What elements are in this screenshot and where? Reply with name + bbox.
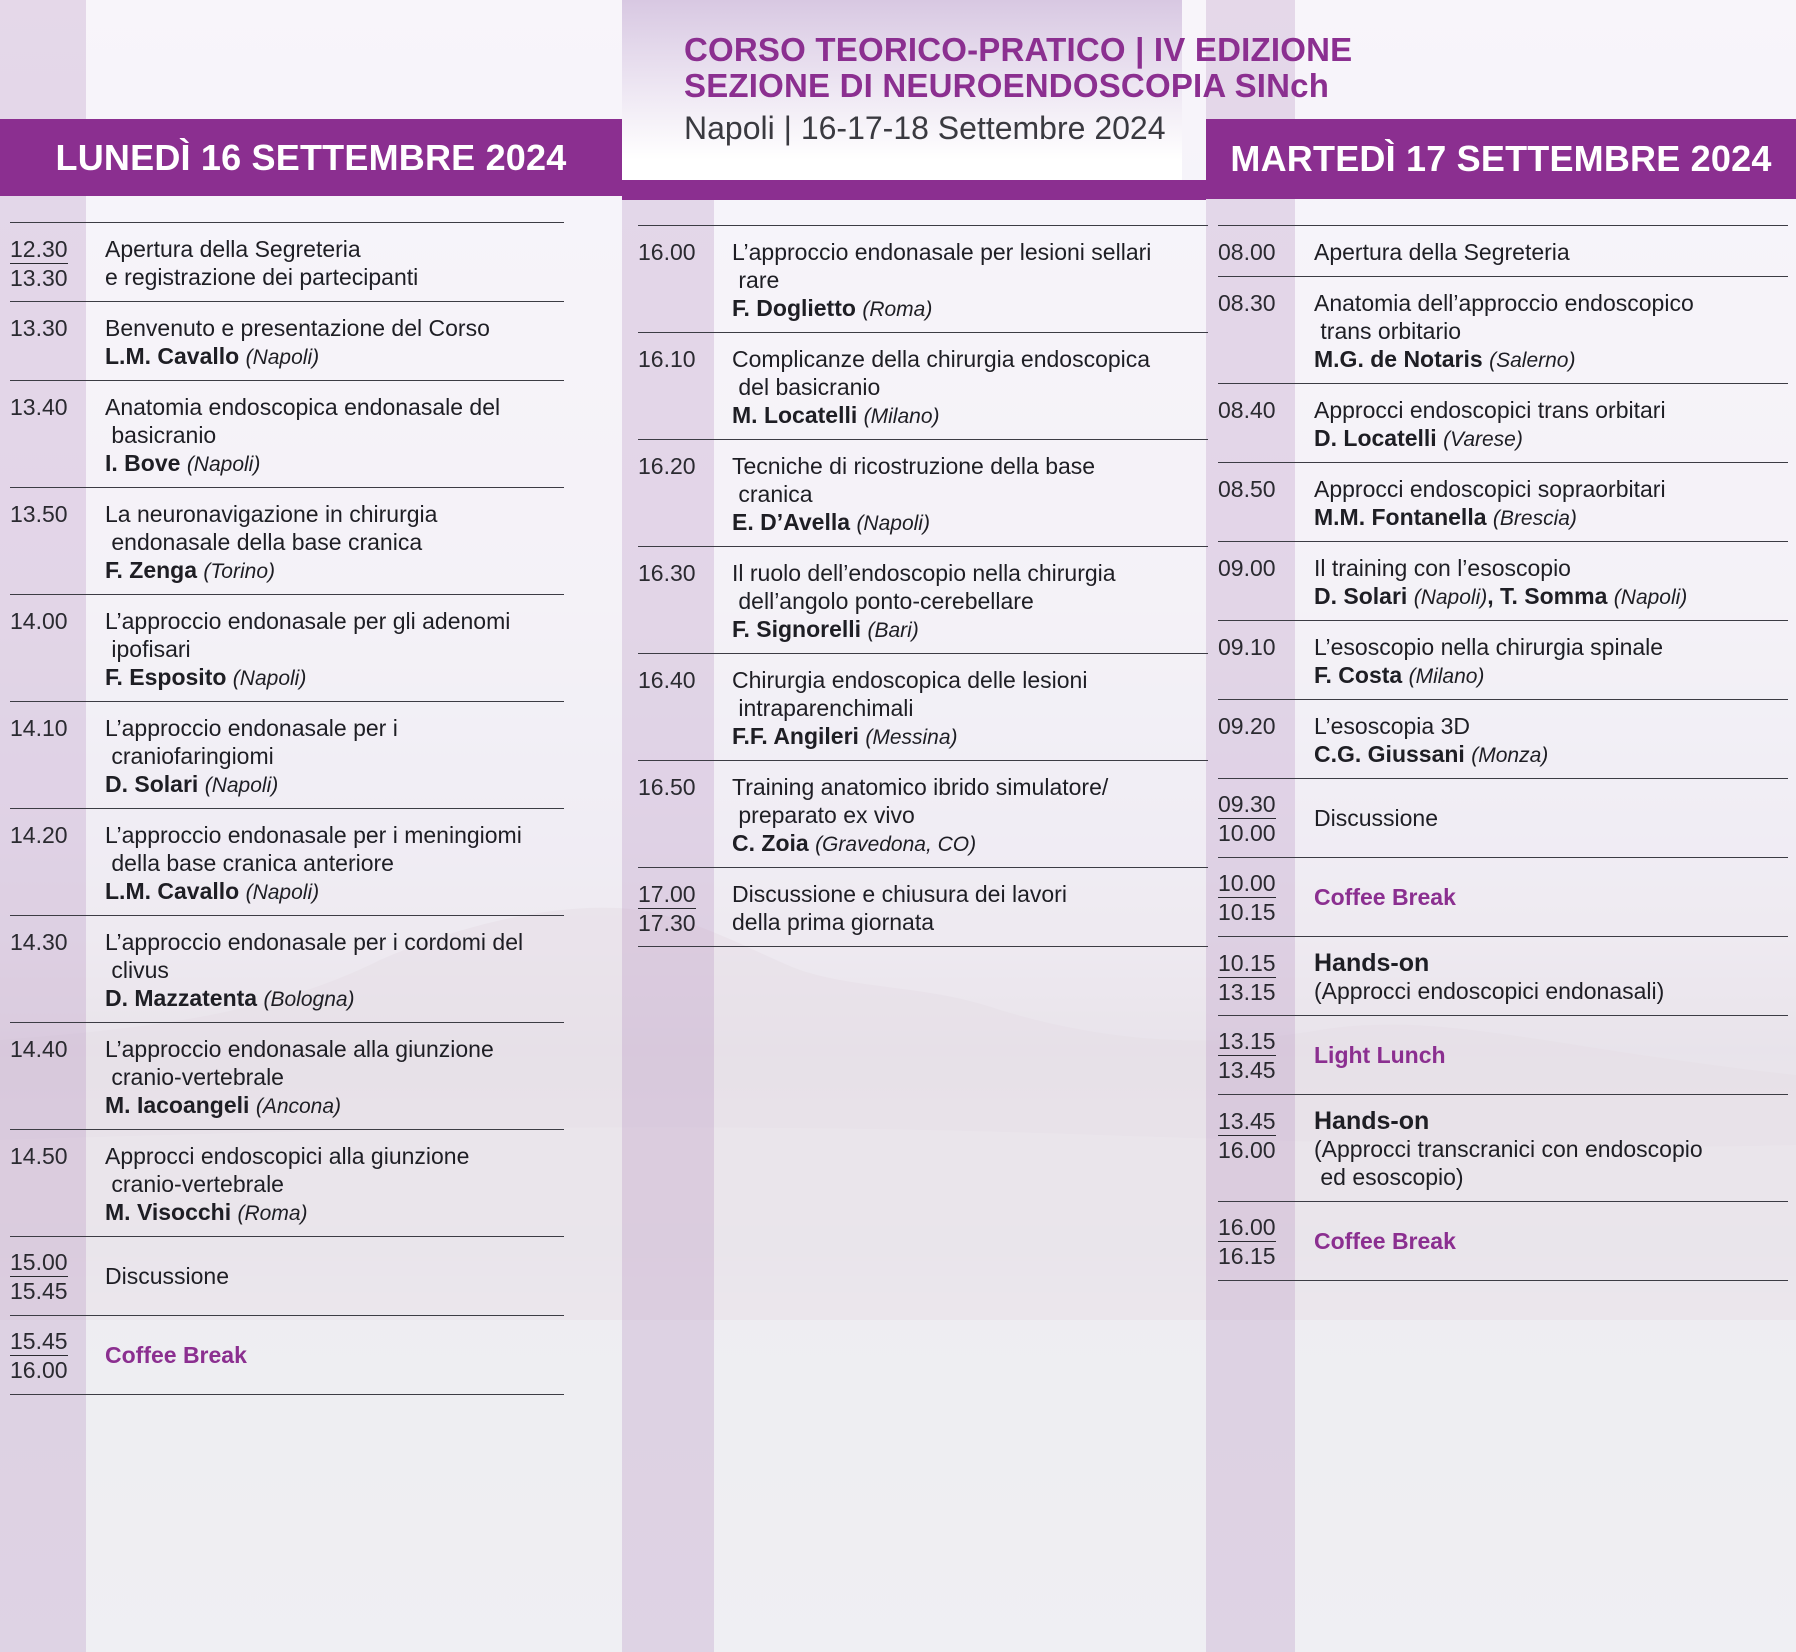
speaker-name: L.M. Cavallo: [105, 343, 240, 369]
schedule-row: [1218, 620, 1788, 699]
start-time: 08.30: [1218, 290, 1276, 316]
speaker-line: [105, 984, 523, 1014]
speaker-line: [105, 1091, 494, 1121]
break-label: Coffee Break: [1314, 884, 1456, 910]
start-time: 16.20: [638, 453, 696, 479]
separator: ,: [1487, 583, 1501, 609]
schedule-row: [638, 760, 1208, 867]
session-title-cont: cranio-vertebrale: [105, 1064, 284, 1090]
session-title: L’approccio endonasale per i: [105, 715, 398, 741]
session-content: [1314, 238, 1570, 266]
time-slot: [638, 666, 696, 694]
session-title: Il ruolo dell’endoscopio nella chirurgia: [732, 560, 1116, 586]
session-content: [1314, 949, 1664, 1005]
course-location-dates: Napoli | 16-17-18 Settembre 2024: [684, 110, 1166, 146]
speaker-name: M. Locatelli: [732, 402, 858, 428]
course-title-line2: SEZIONE DI NEUROENDOSCOPIA SINch: [684, 67, 1330, 104]
session-content: [105, 393, 500, 479]
session-title: Discussione e chiusura dei lavori: [732, 881, 1067, 907]
schedule-tuesday: [1218, 225, 1788, 1281]
speaker-name: M. Visocchi: [105, 1199, 232, 1225]
end-time: 13.15: [1218, 979, 1276, 1005]
speaker-name: M.G. de Notaris: [1314, 346, 1483, 372]
time-slot: [10, 928, 68, 956]
schedule-row: [638, 867, 1208, 947]
session-title: L’approccio endonasale per i meningiomi: [105, 822, 522, 848]
time-slot: [1218, 869, 1276, 926]
schedule-row: [10, 1315, 564, 1395]
time-slot: [1218, 790, 1276, 847]
schedule-monday-afternoon: [638, 225, 1208, 947]
schedule-monday: [10, 222, 564, 1395]
end-time: 10.00: [1218, 820, 1276, 846]
session-title-cont: rare: [732, 267, 780, 293]
session-title: Approcci endoscopici alla giunzione: [105, 1143, 470, 1169]
time-slot: [1218, 1213, 1276, 1270]
time-slot: [10, 1035, 68, 1063]
schedule-row: [10, 222, 564, 301]
header-band: [622, 180, 1206, 200]
schedule-row: [638, 546, 1208, 653]
speaker-line: [1314, 503, 1666, 533]
break-label: Coffee Break: [1314, 1228, 1456, 1254]
time-slot: [638, 880, 696, 937]
speaker-city: (Napoli): [1613, 586, 1688, 609]
start-time: 13.40: [10, 394, 68, 420]
session-title: Approcci endoscopici trans orbitari: [1314, 397, 1666, 423]
session-content: [1314, 633, 1663, 691]
session-content: [105, 714, 398, 800]
end-time: 13.30: [10, 265, 68, 291]
speaker-name: E. D’Avella: [732, 509, 851, 535]
schedule-row: [10, 1022, 564, 1129]
time-slot: [10, 500, 68, 528]
session-title-cont: basicranio: [105, 422, 217, 448]
session-content: [1314, 396, 1666, 454]
start-time: 16.30: [638, 560, 696, 586]
speaker-city: (Napoli): [204, 774, 279, 797]
start-time: 09.00: [1218, 555, 1276, 581]
speaker-line: [105, 877, 522, 907]
start-time: 14.40: [10, 1036, 68, 1062]
speaker-name: C. Zoia: [732, 830, 809, 856]
session-title: L’approccio endonasale alla giunzione: [105, 1036, 494, 1062]
start-time: 12.30: [10, 236, 68, 262]
start-time: 17.00: [638, 881, 696, 907]
schedule-row: [10, 701, 564, 808]
session-title: Benvenuto e presentazione del Corso: [105, 315, 490, 341]
speaker-name: D. Locatelli: [1314, 425, 1437, 451]
session-content: [732, 559, 1116, 645]
speaker-name: T. Somma: [1500, 583, 1608, 609]
speaker-city: (Roma): [862, 298, 933, 321]
start-time: 15.00: [10, 1249, 68, 1275]
session-content: [105, 500, 437, 586]
schedule-row: [1218, 1201, 1788, 1281]
session-title-cont: craniofaringiomi: [105, 743, 274, 769]
session-title-cont: cranica: [732, 481, 813, 507]
session-content: [732, 773, 1108, 859]
schedule-row: [10, 1236, 564, 1315]
start-time: 16.50: [638, 774, 696, 800]
session-content: [105, 1262, 229, 1290]
time-slot: [10, 1327, 68, 1384]
end-time: 15.45: [10, 1278, 68, 1304]
end-time: 16.00: [1218, 1137, 1276, 1163]
schedule-row: [10, 915, 564, 1022]
speaker-line: [105, 342, 490, 372]
start-time: 16.00: [1218, 1214, 1276, 1240]
end-time: 17.30: [638, 910, 696, 936]
speaker-city: (Bologna): [263, 988, 355, 1011]
speaker-city: (Brescia): [1492, 507, 1577, 530]
time-slot: [1218, 238, 1276, 266]
session-content: [105, 821, 522, 907]
session-title-cont: endonasale della base cranica: [105, 529, 423, 555]
speaker-name: F. Zenga: [105, 557, 198, 583]
session-content: [732, 345, 1150, 431]
time-slot: [1218, 1027, 1276, 1084]
session-title: Discussione: [105, 1263, 229, 1289]
session-title-cont: dell’angolo ponto-cerebellare: [732, 588, 1034, 614]
speaker-city: (Varese): [1443, 428, 1523, 451]
schedule-row: [638, 225, 1208, 332]
session-title: L’approccio endonasale per lesioni sellari: [732, 239, 1152, 265]
speaker-line: [732, 829, 1108, 859]
day-header-tuesday: MARTEDÌ 17 SETTEMBRE 2024: [1206, 119, 1796, 199]
time-slot: [638, 559, 696, 587]
time-slot: [10, 821, 68, 849]
start-time: 16.10: [638, 346, 696, 372]
start-time: 13.50: [10, 501, 68, 527]
speaker-name: C.G. Giussani: [1314, 741, 1465, 767]
schedule-row: [1218, 1094, 1788, 1201]
start-time: 09.10: [1218, 634, 1276, 660]
schedule-row: [10, 301, 564, 380]
session-content: [1314, 1107, 1703, 1191]
schedule-row: [1218, 1015, 1788, 1094]
speaker-city: (Napoli): [245, 881, 320, 904]
session-title: Hands-on: [1314, 949, 1430, 977]
speaker-name: F.F. Angileri: [732, 723, 859, 749]
session-title-cont: ipofisari: [105, 636, 191, 662]
end-time: 16.15: [1218, 1243, 1276, 1269]
time-slot: [10, 1248, 68, 1305]
session-content: [105, 1035, 494, 1121]
speaker-name: F. Doglietto: [732, 295, 856, 321]
session-content: [1314, 554, 1687, 612]
session-title: L’approccio endonasale per gli adenomi: [105, 608, 511, 634]
schedule-row: [10, 1129, 564, 1236]
session-content: [105, 607, 510, 693]
speaker-line: [1314, 345, 1694, 375]
start-time: 14.30: [10, 929, 68, 955]
start-time: 09.20: [1218, 713, 1276, 739]
start-time: 13.15: [1218, 1028, 1276, 1054]
time-slot: [638, 238, 696, 266]
speaker-name: D. Solari: [105, 771, 199, 797]
schedule-row: [1218, 383, 1788, 462]
time-slot: [1218, 1107, 1276, 1164]
schedule-row: [10, 380, 564, 487]
session-content: [1314, 1227, 1456, 1255]
end-time: 16.00: [10, 1357, 68, 1383]
speaker-city: (Milano): [1408, 665, 1485, 688]
break-label: Light Lunch: [1314, 1042, 1446, 1068]
speaker-city: (Napoli): [856, 512, 930, 535]
break-label: Coffee Break: [105, 1342, 247, 1368]
session-content: [732, 880, 1067, 936]
speaker-city: (Ancona): [255, 1095, 342, 1118]
session-title: Anatomia endoscopica endonasale del: [105, 394, 501, 420]
speaker-line: [105, 663, 510, 693]
start-time: 16.00: [638, 239, 696, 265]
end-time: 13.45: [1218, 1057, 1276, 1083]
schedule-row: [1218, 778, 1788, 857]
schedule-row: [1218, 699, 1788, 778]
speaker-line: [732, 401, 1150, 431]
speaker-line: [105, 1198, 469, 1228]
schedule-row: [10, 594, 564, 701]
speaker-city: (Milano): [863, 405, 940, 428]
schedule-row: [1218, 225, 1788, 276]
session-title-cont: (Approcci endoscopici endonasali): [1314, 978, 1665, 1004]
speaker-name: F. Costa: [1314, 662, 1403, 688]
schedule-row: [10, 808, 564, 915]
schedule-row: [1218, 276, 1788, 383]
start-time: 08.00: [1218, 239, 1276, 265]
speaker-city: (Napoli): [1413, 586, 1488, 609]
speaker-name: F. Signorelli: [732, 616, 862, 642]
session-title-cont: e registrazione dei partecipanti: [105, 264, 419, 290]
session-content: [732, 452, 1095, 538]
session-title-cont: del basicranio: [732, 374, 881, 400]
speaker-name: L.M. Cavallo: [105, 878, 240, 904]
session-title: La neuronavigazione in chirurgia: [105, 501, 438, 527]
session-title: Anatomia dell’approccio endoscopico: [1314, 290, 1694, 316]
speaker-city: (Roma): [237, 1202, 308, 1225]
speaker-city: (Napoli): [232, 667, 307, 690]
session-content: [1314, 712, 1548, 770]
time-slot: [1218, 475, 1276, 503]
session-content: [105, 1341, 247, 1369]
session-title-cont: clivus: [105, 957, 169, 983]
session-content: [105, 314, 490, 372]
session-title: Chirurgia endoscopica delle lesioni: [732, 667, 1088, 693]
schedule-row: [1218, 541, 1788, 620]
start-time: 08.40: [1218, 397, 1276, 423]
speaker-city: (Bari): [867, 619, 919, 642]
session-title-cont: ed esoscopio): [1314, 1164, 1464, 1190]
session-title: Complicanze della chirurgia endoscopica: [732, 346, 1151, 372]
session-content: [105, 1142, 469, 1228]
schedule-row: [1218, 936, 1788, 1015]
session-title: Discussione: [1314, 805, 1438, 831]
speaker-city: (Salerno): [1489, 349, 1576, 372]
session-title-cont: cranio-vertebrale: [105, 1171, 284, 1197]
session-title: Il training con l’esoscopio: [1314, 555, 1571, 581]
session-title: L’approccio endonasale per i cordomi del: [105, 929, 524, 955]
time-slot: [1218, 633, 1276, 661]
speaker-line: [732, 294, 1151, 324]
schedule-row: [638, 332, 1208, 439]
speaker-city: (Messina): [865, 726, 958, 749]
schedule-row: [638, 653, 1208, 760]
session-content: [1314, 1041, 1446, 1069]
end-time: 10.15: [1218, 899, 1276, 925]
session-content: [732, 666, 1087, 752]
speaker-line: [1314, 661, 1663, 691]
session-content: [1314, 289, 1694, 375]
day-header-monday: LUNEDÌ 16 SETTEMBRE 2024: [0, 119, 622, 196]
speaker-line: [732, 615, 1116, 645]
session-title: Training anatomico ibrido simulatore/: [732, 774, 1109, 800]
session-content: [1314, 883, 1456, 911]
start-time: 14.00: [10, 608, 68, 634]
speaker-line: [105, 449, 500, 479]
start-time: 10.15: [1218, 950, 1276, 976]
start-time: 15.45: [10, 1328, 68, 1354]
speaker-city: (Torino): [203, 560, 275, 583]
time-slot: [638, 345, 696, 373]
time-slot: [638, 452, 696, 480]
session-title-cont: della base cranica anteriore: [105, 850, 394, 876]
time-slot: [10, 1142, 68, 1170]
speaker-line: [105, 770, 398, 800]
speaker-name: D. Solari: [1314, 583, 1408, 609]
time-slot: [10, 393, 68, 421]
session-title-cont: della prima giornata: [732, 909, 935, 935]
speaker-city: (Napoli): [186, 453, 261, 476]
speaker-city: (Napoli): [245, 346, 320, 369]
time-slot: [10, 235, 68, 292]
time-slot: [1218, 949, 1276, 1006]
start-time: 16.40: [638, 667, 696, 693]
session-title-cont: (Approcci transcranici con endoscopio: [1314, 1136, 1703, 1162]
time-slot: [1218, 289, 1276, 317]
session-content: [1314, 804, 1438, 832]
session-title-cont: trans orbitario: [1314, 318, 1462, 344]
session-title-cont: intraparenchimali: [732, 695, 914, 721]
session-title: Apertura della Segreteria: [105, 236, 361, 262]
time-slot: [10, 714, 68, 742]
session-content: [1314, 475, 1666, 533]
speaker-name: M.M. Fontanella: [1314, 504, 1487, 530]
session-content: [732, 238, 1151, 324]
schedule-row: [10, 487, 564, 594]
speaker-name: M. Iacoangeli: [105, 1092, 250, 1118]
course-title-line1: CORSO TEORICO-PRATICO | IV EDIZIONE: [684, 31, 1353, 68]
speaker-line: [732, 722, 1087, 752]
time-slot: [1218, 712, 1276, 740]
speaker-name: F. Esposito: [105, 664, 227, 690]
speaker-city: (Monza): [1471, 744, 1549, 767]
start-time: 08.50: [1218, 476, 1276, 502]
speaker-line: [105, 556, 437, 586]
time-slot: [1218, 554, 1276, 582]
session-title: Approcci endoscopici sopraorbitari: [1314, 476, 1666, 502]
time-slot: [10, 314, 68, 342]
session-title: Tecniche di ricostruzione della base: [732, 453, 1096, 479]
start-time: 13.30: [10, 315, 68, 341]
session-content: [105, 928, 523, 1014]
speaker-line: [1314, 582, 1687, 612]
start-time: 14.20: [10, 822, 68, 848]
start-time: 14.10: [10, 715, 68, 741]
start-time: 14.50: [10, 1143, 68, 1169]
time-slot: [1218, 396, 1276, 424]
session-title-cont: preparato ex vivo: [732, 802, 915, 828]
speaker-name: I. Bove: [105, 450, 181, 476]
session-title: L’esoscopio nella chirurgia spinale: [1314, 634, 1664, 660]
session-title: Hands-on: [1314, 1107, 1430, 1135]
speaker-line: [1314, 424, 1666, 454]
session-content: [105, 235, 418, 291]
time-slot: [638, 773, 696, 801]
session-title: L’esoscopia 3D: [1314, 713, 1470, 739]
start-time: 13.45: [1218, 1108, 1276, 1134]
schedule-row: [1218, 462, 1788, 541]
speaker-line: [1314, 740, 1548, 770]
start-time: 10.00: [1218, 870, 1276, 896]
speaker-line: [732, 508, 1095, 538]
speaker-city: (Gravedona, CO): [815, 833, 977, 856]
schedule-row: [638, 439, 1208, 546]
start-time: 09.30: [1218, 791, 1276, 817]
session-title: Apertura della Segreteria: [1314, 239, 1570, 265]
speaker-name: D. Mazzatenta: [105, 985, 258, 1011]
schedule-row: [1218, 857, 1788, 936]
time-slot: [10, 607, 68, 635]
